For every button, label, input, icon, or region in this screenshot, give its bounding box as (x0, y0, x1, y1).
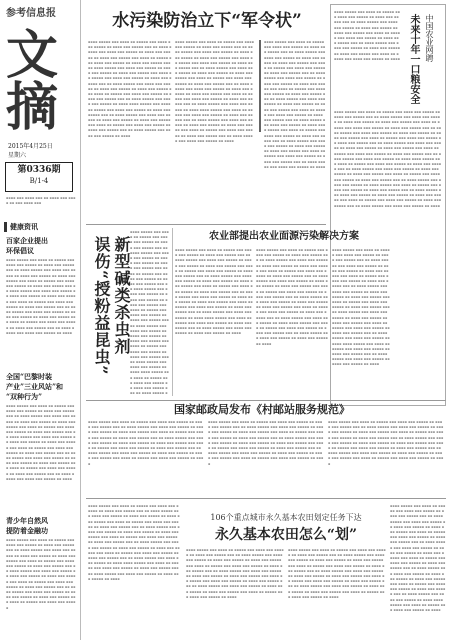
pull-bar (259, 40, 261, 132)
sidebar-article-3 (6, 516, 76, 636)
article-body: ▪▪▪▪ ▪▪▪▪▪ ▪▪▪ ▪▪▪▪ ▪▪ ▪▪▪▪▪ ▪▪▪ ▪▪▪▪ ▪▪▪ ▪▪▪▪▪ ▪▪ ▪▪▪▪ ▪▪▪ ▪▪▪▪▪ ▪▪▪ ▪▪ ▪▪▪▪ ▪▪▪▪▪ ▪▪▪ ▪▪▪▪ ▪▪▪ ▪▪▪▪▪ ▪▪ ▪▪▪▪ ▪▪▪ ▪▪▪▪▪ ▪▪ ▪▪▪▪ ▪▪▪ ▪▪▪▪▪ ▪▪▪ ▪▪▪▪ ▪▪ ▪▪▪▪▪ ▪▪▪ ▪▪▪▪ ▪▪▪ ▪▪▪▪▪ ▪▪ ▪▪▪▪ ▪▪▪ ▪▪▪▪▪ ▪▪▪ ▪▪ ▪▪▪▪ ▪▪▪▪▪ ▪▪▪ ▪▪▪▪ ▪▪▪ ▪▪▪▪▪ ▪▪ ▪▪▪▪ ▪▪▪ ▪▪▪▪▪ ▪▪ ▪▪▪▪ ▪▪▪ ▪▪▪▪▪ ▪▪▪ ▪▪▪▪ ▪▪ ▪▪▪▪▪ ▪▪▪ ▪▪▪▪ ▪▪▪ ▪▪▪▪▪ ▪▪ ▪▪▪▪ ▪▪▪ ▪▪▪▪▪ ▪▪▪ ▪▪ ▪▪▪▪ ▪▪▪▪▪ ▪▪▪ ▪▪▪▪ ▪▪▪ ▪▪▪▪▪ ▪▪ ▪▪▪▪ ▪▪▪ ▪▪▪▪▪ ▪▪ ▪▪▪▪ ▪▪▪ ▪▪▪▪▪ ▪▪▪ ▪▪▪▪ ▪▪ ▪▪▪▪▪ ▪▪▪ ▪▪▪▪ ▪▪▪ ▪▪▪▪▪ ▪▪ ▪▪▪▪ ▪▪▪ ▪▪▪▪▪ ▪▪▪ ▪▪ ▪▪▪▪ ▪▪▪▪▪ ▪▪▪ ▪▪▪▪ ▪▪▪ ▪▪▪▪▪ ▪▪ ▪▪▪▪ (6, 258, 76, 335)
rule (86, 224, 326, 225)
rule (86, 400, 446, 401)
article-body: ▪▪▪▪ ▪▪▪▪▪ ▪▪▪ ▪▪▪▪ ▪▪ ▪▪▪▪▪ ▪▪▪ ▪▪▪▪ ▪▪▪ ▪▪▪▪▪ ▪▪ ▪▪▪▪ ▪▪▪ ▪▪▪▪▪ ▪▪▪ ▪▪ ▪▪▪▪ ▪▪▪▪▪ ▪▪▪ ▪▪▪▪ ▪▪▪ ▪▪▪▪▪ ▪▪ ▪▪▪▪ ▪▪▪ ▪▪▪▪▪ ▪▪ ▪▪▪▪ ▪▪▪ ▪▪▪▪▪ ▪▪▪ ▪▪▪▪ ▪▪ ▪▪▪▪▪ ▪▪▪ ▪▪▪▪ ▪▪▪ ▪▪▪▪▪ ▪▪ ▪▪▪▪ ▪▪▪ ▪▪▪▪▪ ▪▪▪ ▪▪ ▪▪▪▪ ▪▪▪▪▪ ▪▪▪ ▪▪▪▪ ▪▪▪ ▪▪▪▪▪ ▪▪ ▪▪▪▪ ▪▪▪ ▪▪▪▪▪ ▪▪ ▪▪▪▪ ▪▪▪ ▪▪▪▪▪ ▪▪▪ ▪▪▪▪ ▪▪ ▪▪▪▪▪ ▪▪▪ ▪▪▪▪ ▪▪▪ ▪▪▪▪▪ ▪▪ ▪▪▪▪ ▪▪▪ ▪▪▪▪▪ ▪▪▪ ▪▪ ▪▪▪▪ ▪▪▪▪▪ ▪▪▪ ▪▪▪▪ ▪▪▪ ▪▪▪▪▪ ▪▪ ▪▪▪▪ ▪▪▪ ▪▪▪▪▪ ▪▪ ▪▪▪▪ ▪▪▪ ▪▪▪▪▪ ▪▪▪ ▪▪▪▪ ▪▪ ▪▪▪▪▪ ▪▪▪ ▪▪▪▪ ▪▪▪ ▪▪▪▪▪ ▪▪ ▪▪▪▪ ▪▪▪ ▪▪▪▪▪ ▪▪▪ ▪▪ ▪▪▪▪ ▪▪▪▪▪ ▪▪▪ ▪▪▪▪ ▪▪▪ ▪▪▪▪▪ ▪▪ ▪▪▪▪ ▪▪▪▪ ▪▪▪▪▪ ▪▪▪ ▪▪▪▪ ▪▪ ▪▪▪▪▪ ▪▪▪ ▪▪▪▪ ▪▪▪ ▪▪▪▪▪ ▪▪ ▪▪▪▪ ▪▪▪ ▪▪▪▪▪ ▪▪▪ ▪▪ ▪▪▪▪ ▪▪▪▪▪ ▪▪▪ ▪▪▪▪ ▪▪▪ ▪▪▪▪▪ ▪▪ ▪▪▪▪ ▪▪▪ ▪▪▪▪▪ ▪▪ ▪▪▪▪ ▪▪▪ ▪▪▪▪▪ ▪▪▪ ▪▪▪▪ ▪▪ ▪▪▪▪▪ ▪▪▪ ▪▪▪▪ ▪▪▪ ▪▪▪▪▪ ▪▪ ▪▪▪▪ ▪▪▪ ▪▪▪▪▪ ▪▪▪ ▪▪ ▪▪▪▪ ▪▪▪▪▪ ▪▪▪ ▪▪▪▪ ▪▪▪ ▪▪▪▪▪ ▪▪ ▪▪▪▪ (88, 40, 172, 138)
vertical-heading-1: 中国农业网聘 (425, 14, 434, 62)
sidebar-article-2-headline: 全国“巴黎时装 产业”三业风站”和 “双种行为” (6, 372, 64, 401)
calligraphy-title: 文摘 (6, 25, 57, 138)
article-body: ▪▪▪▪ ▪▪▪▪▪ ▪▪▪ ▪▪▪▪ ▪▪ ▪▪▪▪▪ ▪▪▪ ▪▪▪▪ ▪▪▪ ▪▪▪▪▪ ▪▪ ▪▪▪▪ ▪▪▪ ▪▪▪▪▪ ▪▪▪ ▪▪ ▪▪▪▪ ▪▪▪▪▪ ▪▪▪ ▪▪▪▪ ▪▪▪ ▪▪▪▪▪ ▪▪ ▪▪▪▪ ▪▪▪ ▪▪▪▪▪ ▪▪ ▪▪▪▪ ▪▪▪ ▪▪▪▪▪ ▪▪▪ ▪▪▪▪ ▪▪ ▪▪▪▪▪ ▪▪▪ ▪▪▪▪ ▪▪▪ ▪▪▪▪▪ ▪▪ ▪▪▪▪ ▪▪▪ ▪▪▪▪▪ ▪▪▪ ▪▪ ▪▪▪▪ ▪▪▪▪▪ ▪▪▪ ▪▪▪▪ ▪▪▪ ▪▪▪▪▪ ▪▪ ▪▪▪▪ ▪▪▪ ▪▪▪▪▪ ▪▪ ▪▪▪▪ ▪▪▪ ▪▪▪▪▪ ▪▪▪ ▪▪▪▪ ▪▪ ▪▪▪▪▪ ▪▪▪ ▪▪▪▪ ▪▪▪ ▪▪▪▪▪ ▪▪ ▪▪▪▪ ▪▪▪ ▪▪▪▪▪ ▪▪▪ ▪▪ ▪▪▪▪ ▪▪▪▪▪ ▪▪▪ ▪▪▪▪ ▪▪▪ ▪▪▪▪▪ ▪▪ ▪▪▪▪ ▪▪▪ ▪▪▪▪▪ ▪▪ ▪▪▪▪ ▪▪▪ ▪▪▪▪▪ ▪▪▪ ▪▪▪▪ ▪▪ ▪▪▪▪▪ ▪▪▪ ▪▪▪▪ ▪▪▪ ▪▪▪▪▪ ▪▪ ▪▪▪▪ ▪▪▪ ▪▪▪▪▪ ▪▪▪ ▪▪ ▪▪▪▪ ▪▪▪▪▪ ▪▪▪ ▪▪▪▪ ▪▪▪ ▪▪▪▪▪ ▪▪ ▪▪▪▪ ▪▪▪▪ ▪▪▪▪▪ ▪▪▪ ▪▪▪▪ ▪▪ ▪▪▪▪▪ ▪▪▪ ▪▪▪▪ ▪▪▪ ▪▪▪▪▪ ▪▪ ▪▪▪▪ ▪▪▪ ▪▪▪▪▪ ▪▪▪ ▪▪ ▪▪▪▪ ▪▪▪▪▪ ▪▪▪ ▪▪▪▪ ▪▪▪ ▪▪▪▪▪ ▪▪ ▪▪▪▪ ▪▪▪ ▪▪▪▪▪ ▪▪ ▪▪▪▪ (256, 248, 328, 346)
headline-farmland: 永久基本农田怎么“划” (214, 527, 358, 543)
headline-postal: 国家邮政局发布《村邮站服务规范》 (174, 403, 350, 416)
issue-pages: B/1-4 (29, 177, 49, 185)
article-body: ▪▪▪▪ ▪▪▪▪▪ ▪▪▪ ▪▪▪▪ ▪▪ ▪▪▪▪▪ ▪▪▪ ▪▪▪▪ ▪▪▪ ▪▪▪▪▪ ▪▪ ▪▪▪▪ ▪▪▪ ▪▪▪▪▪ ▪▪▪ ▪▪ ▪▪▪▪ ▪▪▪▪▪ ▪▪▪ ▪▪▪▪ ▪▪▪ ▪▪▪▪▪ ▪▪ ▪▪▪▪ ▪▪▪ ▪▪▪▪▪ ▪▪ ▪▪▪▪ ▪▪▪ ▪▪▪▪▪ ▪▪▪ ▪▪▪▪ ▪▪ ▪▪▪▪▪ ▪▪▪ ▪▪▪▪ ▪▪▪ ▪▪▪▪▪ ▪▪ ▪▪▪▪ ▪▪▪ ▪▪▪▪▪ ▪▪▪ ▪▪ ▪▪▪▪ ▪▪▪▪▪ ▪▪▪ ▪▪▪▪ ▪▪▪ ▪▪▪▪▪ ▪▪ ▪▪▪▪ ▪▪▪ ▪▪▪▪▪ ▪▪ ▪▪▪▪ ▪▪▪ ▪▪▪▪▪ ▪▪▪ ▪▪▪▪ ▪▪ ▪▪▪▪▪ ▪▪▪ ▪▪▪▪ ▪▪▪ ▪▪▪▪▪ ▪▪ ▪▪▪▪ ▪▪▪ ▪▪▪▪▪ ▪▪▪ ▪▪ ▪▪▪▪ ▪▪▪▪▪ ▪▪▪ ▪▪▪▪ ▪▪▪ ▪▪▪▪▪ ▪▪ ▪▪▪▪ ▪▪▪ ▪▪▪▪▪ ▪▪ ▪▪▪▪ ▪▪▪ ▪▪▪▪▪ ▪▪▪ ▪▪▪▪ ▪▪ ▪▪▪▪▪ ▪▪▪ ▪▪▪▪ ▪▪▪ ▪▪▪▪▪ ▪▪ ▪▪▪▪ ▪▪▪ ▪▪▪▪▪ ▪▪▪ ▪▪ ▪▪▪▪ ▪▪▪▪▪ ▪▪▪ ▪▪▪▪ ▪▪▪ ▪▪▪▪▪ ▪▪ ▪▪▪▪ ▪▪▪▪ ▪▪▪▪▪ ▪▪▪ ▪▪▪▪ ▪▪ ▪▪▪▪▪ ▪▪▪ ▪▪▪▪ ▪▪▪ ▪▪▪▪▪ ▪▪ ▪▪▪▪ ▪▪▪ ▪▪▪▪▪ ▪▪▪ ▪▪ ▪▪▪▪ ▪▪▪▪▪ ▪▪▪ ▪▪▪▪ ▪▪▪ ▪▪▪▪▪ ▪▪ ▪▪▪▪ ▪▪▪ ▪▪▪▪▪ ▪▪ ▪▪▪▪ (175, 248, 253, 336)
vertical-heading-3: 新型碱类杀虫剂 (112, 236, 131, 355)
vertical-heading-2: 未来十年一口粮安全 (408, 14, 419, 104)
issue-number: 第0336期 (17, 165, 61, 175)
date-text: 2015年4月25日 (8, 143, 53, 150)
headline-water-pollution: 水污染防治立下“军令状” (112, 11, 302, 31)
article-body: ▪▪▪▪ ▪▪▪▪▪ ▪▪▪ ▪▪▪▪ ▪▪ ▪▪▪▪▪ ▪▪▪ ▪▪▪▪ ▪▪▪ ▪▪▪▪▪ ▪▪ ▪▪▪▪ ▪▪▪ ▪▪▪▪▪ ▪▪▪ ▪▪ ▪▪▪▪ ▪▪▪▪▪ ▪▪▪ ▪▪▪▪ ▪▪▪ ▪▪▪▪▪ ▪▪ ▪▪▪▪ ▪▪▪ ▪▪▪▪▪ ▪▪ ▪▪▪▪ ▪▪▪ ▪▪▪▪▪ ▪▪▪ ▪▪▪▪ ▪▪ ▪▪▪▪▪ ▪▪▪ ▪▪▪▪ ▪▪▪ ▪▪▪▪▪ ▪▪ ▪▪▪▪ ▪▪▪ ▪▪▪▪▪ ▪▪▪ ▪▪ ▪▪▪▪ ▪▪▪▪▪ ▪▪▪ ▪▪▪▪ ▪▪▪ ▪▪▪▪▪ ▪▪ ▪▪▪▪ ▪▪▪ ▪▪▪▪▪ ▪▪ ▪▪▪▪ ▪▪▪ ▪▪▪▪▪ ▪▪▪ ▪▪▪▪ ▪▪ ▪▪▪▪▪ ▪▪▪ ▪▪▪▪ ▪▪▪ ▪▪▪▪▪ ▪▪ ▪▪▪▪ ▪▪▪ ▪▪▪▪▪ ▪▪▪ ▪▪ ▪▪▪▪ ▪▪▪▪▪ ▪▪▪ ▪▪▪▪ ▪▪▪ ▪▪▪▪▪ ▪▪ ▪▪▪▪ ▪▪▪ ▪▪▪▪▪ ▪▪ ▪▪▪▪ ▪▪▪ ▪▪▪▪▪ ▪▪▪ ▪▪▪▪ ▪▪ ▪▪▪▪▪ ▪▪▪ ▪▪▪▪ ▪▪▪ ▪▪▪▪▪ ▪▪ ▪▪▪▪ (288, 548, 386, 599)
article-body: ▪▪▪▪ ▪▪▪▪▪ ▪▪▪ ▪▪▪▪ ▪▪ ▪▪▪▪▪ ▪▪▪ ▪▪▪▪ ▪▪▪ ▪▪▪▪▪ ▪▪ ▪▪▪▪ ▪▪▪ ▪▪▪▪▪ ▪▪▪ ▪▪ ▪▪▪▪ ▪▪▪▪▪ ▪▪▪ ▪▪▪▪ ▪▪▪ ▪▪▪▪▪ ▪▪ ▪▪▪▪ ▪▪▪ ▪▪▪▪▪ ▪▪ ▪▪▪▪ ▪▪▪ ▪▪▪▪▪ ▪▪▪ ▪▪▪▪ ▪▪ ▪▪▪▪▪ ▪▪▪ ▪▪▪▪ ▪▪▪ ▪▪▪▪▪ ▪▪ ▪▪▪▪ ▪▪▪ ▪▪▪▪▪ ▪▪▪ ▪▪ ▪▪▪▪ ▪▪▪▪▪ ▪▪▪ ▪▪▪▪ ▪▪▪ ▪▪▪▪▪ ▪▪ ▪▪▪▪ ▪▪▪ ▪▪▪▪▪ ▪▪ ▪▪▪▪ ▪▪▪ ▪▪▪▪▪ ▪▪▪ ▪▪▪▪ ▪▪ ▪▪▪▪▪ ▪▪▪ ▪▪▪▪ ▪▪▪ ▪▪▪▪▪ ▪▪ ▪▪▪▪ ▪▪▪ ▪▪▪▪▪ ▪▪▪ ▪▪ ▪▪▪▪ ▪▪▪▪▪ ▪▪▪ ▪▪▪▪ ▪▪▪ ▪▪▪▪▪ ▪▪ ▪▪▪▪ ▪▪▪ ▪▪▪▪▪ ▪▪ ▪▪▪▪ ▪▪▪ ▪▪▪▪▪ ▪▪▪ ▪▪▪▪ ▪▪ ▪▪▪▪▪ ▪▪▪ ▪▪▪▪ ▪▪▪ ▪▪▪▪▪ ▪▪ ▪▪▪▪ ▪▪▪ ▪▪▪▪▪ ▪▪▪ ▪▪ ▪▪▪▪ ▪▪▪▪▪ ▪▪▪ ▪▪▪▪ ▪▪▪ ▪▪▪▪▪ ▪▪ ▪▪▪▪ ▪▪▪▪ ▪▪▪▪▪ ▪▪▪ ▪▪▪▪ ▪▪ ▪▪▪▪▪ ▪▪▪ ▪▪▪▪ ▪▪▪ ▪▪▪▪▪ ▪▪ ▪▪▪▪ ▪▪▪ ▪▪▪▪▪ ▪▪▪ ▪▪ ▪▪▪▪ ▪▪▪▪▪ ▪▪▪ ▪▪▪▪ ▪▪▪ ▪▪▪▪▪ ▪▪ ▪▪▪▪ ▪▪▪ ▪▪▪▪▪ ▪▪ ▪▪▪▪ ▪▪▪ ▪▪▪▪▪ ▪▪▪ ▪▪▪▪ ▪▪ ▪▪▪▪▪ ▪▪▪ ▪▪▪▪ ▪▪▪ ▪▪▪▪▪ ▪▪ ▪▪▪▪ ▪▪▪ ▪▪▪▪▪ ▪▪▪ ▪▪ ▪▪▪▪ ▪▪▪▪▪ ▪▪▪ ▪▪▪▪ ▪▪▪ ▪▪▪▪▪ ▪▪ ▪▪▪▪ ▪▪▪▪▪ ▪▪▪ ▪▪▪▪ ▪▪ ▪▪▪▪▪ ▪▪▪ ▪▪▪▪ ▪▪▪ ▪▪▪▪▪ ▪▪ ▪▪▪▪ ▪▪▪ ▪▪▪▪▪ ▪▪▪ ▪▪ ▪▪▪▪ ▪▪▪▪▪ ▪▪▪ ▪▪▪▪ ▪▪▪ ▪▪▪▪▪ ▪▪ ▪▪▪▪ ▪▪▪ ▪▪▪▪▪ ▪▪ ▪▪▪▪ ▪▪▪ ▪▪▪▪▪ ▪▪▪ ▪▪▪▪ ▪▪ ▪▪▪▪▪ ▪▪▪ ▪▪▪▪ ▪▪▪ ▪▪▪▪▪ ▪▪ ▪▪▪▪ ▪▪▪ ▪▪▪▪▪ ▪▪▪ ▪▪ ▪▪▪▪ ▪▪▪▪▪ ▪▪▪ ▪▪▪▪ ▪▪▪ ▪▪▪▪▪ ▪▪ ▪▪▪▪ (334, 110, 442, 208)
article-body: ▪▪▪▪ ▪▪▪▪▪ ▪▪▪ ▪▪▪▪ ▪▪ ▪▪▪▪▪ ▪▪▪ ▪▪▪▪ ▪▪▪ ▪▪▪▪▪ ▪▪ ▪▪▪▪ ▪▪▪ ▪▪▪▪▪ ▪▪▪ ▪▪ ▪▪▪▪ ▪▪▪▪▪ ▪▪▪ ▪▪▪▪ ▪▪▪ ▪▪▪▪▪ ▪▪ ▪▪▪▪ ▪▪▪ ▪▪▪▪▪ ▪▪ ▪▪▪▪ ▪▪▪ ▪▪▪▪▪ ▪▪▪ ▪▪▪▪ ▪▪ ▪▪▪▪▪ ▪▪▪ ▪▪▪▪ ▪▪▪ ▪▪▪▪▪ ▪▪ ▪▪▪▪ ▪▪▪ ▪▪▪▪▪ ▪▪▪ ▪▪ ▪▪▪▪ ▪▪▪▪▪ ▪▪▪ ▪▪▪▪ ▪▪▪ ▪▪▪▪▪ ▪▪ ▪▪▪▪ ▪▪▪ ▪▪▪▪▪ ▪▪ ▪▪▪▪ ▪▪▪ ▪▪▪▪▪ ▪▪▪ ▪▪▪▪ ▪▪ ▪▪▪▪▪ ▪▪▪ ▪▪▪▪ ▪▪▪ ▪▪▪▪▪ ▪▪ ▪▪▪▪ (334, 10, 400, 61)
headline-agriculture: 农业部提出农业面源污染解决方案 (209, 231, 359, 242)
rule (86, 498, 446, 499)
sidebar-article-2 (6, 372, 76, 514)
article-body: ▪▪▪▪ ▪▪▪▪▪ ▪▪▪ ▪▪▪▪ ▪▪ ▪▪▪▪▪ ▪▪▪ ▪▪▪▪ ▪▪▪ ▪▪▪▪▪ ▪▪ ▪▪▪▪ ▪▪▪ ▪▪▪▪▪ ▪▪▪ ▪▪ ▪▪▪▪ ▪▪▪▪▪ ▪▪▪ ▪▪▪▪ ▪▪▪ ▪▪▪▪▪ ▪▪ ▪▪▪▪ ▪▪▪ ▪▪▪▪▪ ▪▪ ▪▪▪▪ ▪▪▪ ▪▪▪▪▪ ▪▪▪ ▪▪▪▪ ▪▪ ▪▪▪▪▪ ▪▪▪ ▪▪▪▪ ▪▪▪ ▪▪▪▪▪ ▪▪ ▪▪▪▪ ▪▪▪ ▪▪▪▪▪ ▪▪▪ ▪▪ ▪▪▪▪ ▪▪▪▪▪ ▪▪▪ ▪▪▪▪ ▪▪▪ ▪▪▪▪▪ ▪▪ ▪▪▪▪ ▪▪▪ ▪▪▪▪▪ ▪▪ ▪▪▪▪ ▪▪▪ ▪▪▪▪▪ ▪▪▪ ▪▪▪▪ ▪▪ ▪▪▪▪▪ ▪▪▪ ▪▪▪▪ ▪▪▪ ▪▪▪▪▪ ▪▪ ▪▪▪▪ ▪▪▪ ▪▪▪▪▪ ▪▪▪ ▪▪ ▪▪▪▪ ▪▪▪▪▪ ▪▪▪ ▪▪▪▪ ▪▪▪ ▪▪▪▪▪ ▪▪ ▪▪▪▪ ▪▪▪ ▪▪▪▪▪ ▪▪ ▪▪▪▪ ▪▪▪ ▪▪▪▪▪ ▪▪▪ ▪▪▪▪ ▪▪ ▪▪▪▪▪ ▪▪▪ ▪▪▪▪ ▪▪▪ ▪▪▪▪▪ ▪▪ ▪▪▪▪ (208, 420, 324, 466)
article-body: ▪▪▪▪ ▪▪▪▪▪ ▪▪▪ ▪▪▪▪ ▪▪ ▪▪▪▪▪ ▪▪▪ ▪▪▪▪ ▪▪▪ ▪▪▪▪▪ ▪▪ ▪▪▪▪ ▪▪▪ ▪▪▪▪▪ ▪▪▪ ▪▪ ▪▪▪▪ ▪▪▪▪▪ ▪▪▪ ▪▪▪▪ ▪▪▪ ▪▪▪▪▪ ▪▪ ▪▪▪▪ ▪▪▪ ▪▪▪▪▪ ▪▪ ▪▪▪▪ ▪▪▪ ▪▪▪▪▪ ▪▪▪ ▪▪▪▪ ▪▪ ▪▪▪▪▪ ▪▪▪ ▪▪▪▪ ▪▪▪ ▪▪▪▪▪ ▪▪ ▪▪▪▪ ▪▪▪ ▪▪▪▪▪ ▪▪▪ ▪▪ ▪▪▪▪ ▪▪▪▪▪ ▪▪▪ ▪▪▪▪ ▪▪▪ ▪▪▪▪▪ ▪▪ ▪▪▪▪ ▪▪▪ ▪▪▪▪▪ ▪▪ ▪▪▪▪ ▪▪▪ ▪▪▪▪▪ ▪▪▪ ▪▪▪▪ ▪▪ ▪▪▪▪▪ ▪▪▪ ▪▪▪▪ ▪▪▪ ▪▪▪▪▪ ▪▪ ▪▪▪▪ ▪▪▪ ▪▪▪▪▪ ▪▪▪ ▪▪ ▪▪▪▪ ▪▪▪▪▪ ▪▪▪ ▪▪▪▪ ▪▪▪ ▪▪▪▪▪ ▪▪ ▪▪▪▪ ▪▪▪ ▪▪▪▪▪ ▪▪ ▪▪▪▪ ▪▪▪ ▪▪▪▪▪ ▪▪▪ ▪▪▪▪ ▪▪ ▪▪▪▪▪ ▪▪▪ ▪▪▪▪ ▪▪▪ ▪▪▪▪▪ ▪▪ ▪▪▪▪ (328, 420, 444, 466)
article-body: ▪▪▪▪ ▪▪▪▪▪ ▪▪▪ ▪▪▪▪ ▪▪ ▪▪▪▪▪ ▪▪▪ ▪▪▪▪ ▪▪▪ ▪▪▪▪▪ ▪▪ ▪▪▪▪ ▪▪▪ ▪▪▪▪▪ ▪▪▪ ▪▪ ▪▪▪▪ ▪▪▪▪▪ ▪▪▪ ▪▪▪▪ ▪▪▪ ▪▪▪▪▪ ▪▪ ▪▪▪▪ ▪▪▪ ▪▪▪▪▪ ▪▪ ▪▪▪▪ ▪▪▪ ▪▪▪▪▪ ▪▪▪ ▪▪▪▪ ▪▪ ▪▪▪▪▪ ▪▪▪ ▪▪▪▪ ▪▪▪ ▪▪▪▪▪ ▪▪ ▪▪▪▪ ▪▪▪ ▪▪▪▪▪ ▪▪▪ ▪▪ ▪▪▪▪ ▪▪▪▪▪ ▪▪▪ ▪▪▪▪ ▪▪▪ ▪▪▪▪▪ ▪▪ ▪▪▪▪ ▪▪▪ ▪▪▪▪▪ ▪▪ ▪▪▪▪ ▪▪▪ ▪▪▪▪▪ ▪▪▪ ▪▪▪▪ ▪▪ ▪▪▪▪▪ ▪▪▪ ▪▪▪▪ ▪▪▪ ▪▪▪▪▪ ▪▪ ▪▪▪▪ ▪▪▪ ▪▪▪▪▪ ▪▪▪ ▪▪ ▪▪▪▪ ▪▪▪▪▪ ▪▪▪ ▪▪▪▪ ▪▪▪ ▪▪▪▪▪ ▪▪ ▪▪▪▪ ▪▪▪ ▪▪▪▪▪ ▪▪ ▪▪▪▪ ▪▪▪ ▪▪▪▪▪ ▪▪▪ ▪▪▪▪ ▪▪ ▪▪▪▪▪ ▪▪▪ ▪▪▪▪ ▪▪▪ ▪▪▪▪▪ ▪▪ ▪▪▪▪ ▪▪▪ ▪▪▪▪▪ ▪▪▪ ▪▪ ▪▪▪▪ ▪▪▪▪▪ ▪▪▪ ▪▪▪▪ ▪▪▪ ▪▪▪▪▪ ▪▪ ▪▪▪▪ ▪▪▪▪ ▪▪▪▪▪ ▪▪▪ ▪▪▪▪ ▪▪ ▪▪▪▪▪ ▪▪▪ ▪▪▪▪ ▪▪▪ ▪▪▪▪▪ ▪▪ ▪▪▪▪ (390, 504, 446, 613)
column-rule (172, 228, 173, 396)
sidebar-article-1-headline: 百家企业提出 环保倡议 (6, 236, 48, 255)
subheadline-farmland: 106个重点城市永久基本农田划定任务下达 (210, 513, 362, 522)
article-body: ▪▪▪▪ ▪▪▪▪▪ ▪▪▪ ▪▪▪▪ ▪▪ ▪▪▪▪▪ ▪▪▪ ▪▪▪▪ ▪▪▪ ▪▪▪▪▪ ▪▪ ▪▪▪▪ ▪▪▪ ▪▪▪▪▪ ▪▪▪ ▪▪ ▪▪▪▪ ▪▪▪▪▪ ▪▪▪ ▪▪▪▪ ▪▪▪ ▪▪▪▪▪ ▪▪ ▪▪▪▪ ▪▪▪ ▪▪▪▪▪ ▪▪ ▪▪▪▪ ▪▪▪ ▪▪▪▪▪ ▪▪▪ ▪▪▪▪ ▪▪ ▪▪▪▪▪ ▪▪▪ ▪▪▪▪ ▪▪▪ ▪▪▪▪▪ ▪▪ ▪▪▪▪ ▪▪▪ ▪▪▪▪▪ ▪▪▪ ▪▪ ▪▪▪▪ ▪▪▪▪▪ ▪▪▪ ▪▪▪▪ ▪▪▪ ▪▪▪▪▪ ▪▪ ▪▪▪▪ ▪▪▪ ▪▪▪▪▪ ▪▪ ▪▪▪▪ ▪▪▪ ▪▪▪▪▪ ▪▪▪ ▪▪▪▪ ▪▪ ▪▪▪▪▪ ▪▪▪ ▪▪▪▪ ▪▪▪ ▪▪▪▪▪ ▪▪ ▪▪▪▪ ▪▪▪ ▪▪▪▪▪ ▪▪▪ ▪▪ ▪▪▪▪ ▪▪▪▪▪ ▪▪▪ ▪▪▪▪ ▪▪▪ ▪▪▪▪▪ ▪▪ ▪▪▪▪ ▪▪▪ ▪▪▪▪▪ ▪▪ ▪▪▪▪ ▪▪▪ ▪▪▪▪▪ ▪▪▪ ▪▪▪▪ ▪▪ ▪▪▪▪▪ ▪▪▪ ▪▪▪▪ ▪▪▪ ▪▪▪▪▪ ▪▪ ▪▪▪▪ ▪▪▪ ▪▪▪▪▪ ▪▪▪ ▪▪ ▪▪▪▪ ▪▪▪▪▪ ▪▪▪ ▪▪▪▪ ▪▪▪ ▪▪▪▪▪ ▪▪ ▪▪▪▪ ▪▪▪▪ ▪▪▪▪▪ ▪▪▪ ▪▪▪▪ ▪▪ ▪▪▪▪▪ ▪▪▪ ▪▪▪▪ ▪▪▪ ▪▪▪▪▪ ▪▪ ▪▪▪▪ ▪▪▪ ▪▪▪▪▪ ▪▪▪ ▪▪ ▪▪▪▪ ▪▪▪▪▪ ▪ (130, 230, 169, 396)
weekday-text: 星期六 (8, 152, 27, 159)
sidebar-article-1 (6, 236, 76, 366)
article-body: ▪▪▪▪ ▪▪▪▪▪ ▪▪▪ ▪▪▪▪ ▪▪ ▪▪▪▪▪ ▪▪▪ ▪▪▪▪ ▪▪▪ ▪▪▪▪▪ ▪▪ ▪▪▪▪ ▪▪▪ ▪▪▪▪▪ ▪▪▪ ▪▪ ▪▪▪▪ ▪▪▪▪▪ ▪▪▪ ▪▪▪▪ ▪▪▪ ▪▪▪▪▪ ▪▪ ▪▪▪▪ ▪▪▪ ▪▪▪▪▪ ▪▪ ▪▪▪▪ ▪▪▪ ▪▪▪▪▪ ▪▪▪ ▪▪▪▪ ▪▪ ▪▪▪▪▪ ▪▪▪ ▪▪▪▪ ▪▪▪ ▪▪▪▪▪ ▪▪ ▪▪▪▪ ▪▪▪ ▪▪▪▪▪ ▪▪▪ ▪▪ ▪▪▪▪ ▪▪▪▪▪ ▪▪▪ ▪▪▪▪ ▪▪▪ ▪▪▪▪▪ ▪▪ ▪▪▪▪ ▪▪▪ ▪▪▪▪▪ ▪▪ ▪▪▪▪ ▪▪▪ ▪▪▪▪▪ ▪▪▪ ▪▪▪▪ ▪▪ ▪▪▪▪▪ ▪▪▪ ▪▪▪▪ ▪▪▪ ▪▪▪▪▪ ▪▪ ▪▪▪▪ ▪▪▪ ▪▪▪▪▪ ▪▪▪ ▪▪ ▪▪▪▪ ▪▪▪▪▪ ▪▪▪ ▪▪▪▪ ▪▪▪ ▪▪▪▪▪ ▪▪ ▪▪▪▪ ▪▪▪ ▪▪▪▪▪ ▪▪ ▪▪▪▪ ▪▪▪ ▪▪▪▪▪ ▪▪▪ ▪▪▪▪ ▪▪ ▪▪▪▪▪ ▪▪▪ ▪▪▪▪ ▪▪▪ ▪▪▪▪▪ ▪▪ ▪▪▪▪ ▪▪▪ ▪▪▪▪▪ ▪▪▪ ▪▪ ▪▪▪▪ ▪▪▪▪▪ ▪▪▪ ▪▪▪▪ ▪▪▪ ▪▪▪▪▪ ▪▪ ▪▪▪▪ ▪▪▪▪ ▪▪▪▪▪ ▪▪▪ ▪▪▪▪ ▪▪ ▪▪▪▪▪ ▪▪▪ ▪▪▪▪ ▪▪▪ ▪▪▪▪▪ ▪▪ ▪▪▪▪ ▪▪▪ ▪▪▪▪▪ ▪▪▪ ▪▪ ▪▪▪▪ ▪▪▪▪▪ ▪▪▪ ▪▪▪▪ ▪▪▪ ▪▪▪▪▪ ▪▪ ▪▪▪▪ ▪▪▪ ▪▪▪▪▪ ▪▪ ▪▪▪▪ (88, 504, 180, 581)
vertical-heading-4: 误伤“授粉益昆虫” (92, 236, 111, 376)
article-body: ▪▪▪▪ ▪▪▪▪▪ ▪▪▪ ▪▪▪▪ ▪▪ ▪▪▪▪▪ ▪▪▪ ▪▪▪▪ ▪▪▪ ▪▪▪▪▪ ▪▪ ▪▪▪▪ ▪▪▪ ▪▪▪▪▪ ▪▪▪ ▪▪ ▪▪▪▪ ▪▪▪▪▪ ▪▪▪ ▪▪▪▪ ▪▪▪ ▪▪▪▪▪ ▪▪ ▪▪▪▪ ▪▪▪ ▪▪▪▪▪ ▪▪ ▪▪▪▪ ▪▪▪ ▪▪▪▪▪ ▪▪▪ ▪▪▪▪ ▪▪ ▪▪▪▪▪ ▪▪▪ ▪▪▪▪ ▪▪▪ ▪▪▪▪▪ ▪▪ ▪▪▪▪ ▪▪▪ ▪▪▪▪▪ ▪▪▪ ▪▪ ▪▪▪▪ ▪▪▪▪▪ ▪▪▪ ▪▪▪▪ ▪▪▪ ▪▪▪▪▪ ▪▪ ▪▪▪▪ ▪▪▪ ▪▪▪▪▪ ▪▪ ▪▪▪▪ ▪▪▪ ▪▪▪▪▪ ▪▪▪ ▪▪▪▪ ▪▪ ▪▪▪▪▪ ▪▪▪ ▪▪▪▪ ▪▪▪ ▪▪▪▪▪ ▪▪ ▪▪▪▪ ▪▪▪ ▪▪▪▪▪ ▪▪▪ ▪▪ ▪▪▪▪ ▪▪▪▪▪ ▪▪▪ ▪▪▪▪ ▪▪▪ ▪▪▪▪▪ ▪▪ ▪▪▪▪ ▪▪▪ ▪▪▪▪▪ ▪▪ ▪▪▪▪ ▪▪▪ ▪▪▪▪▪ ▪▪▪ ▪▪▪▪ ▪▪ ▪▪▪▪▪ ▪▪▪ ▪▪▪▪ ▪▪▪ ▪▪▪▪▪ (6, 538, 76, 610)
issue-number-box (5, 162, 73, 192)
article-body: ▪▪▪▪ ▪▪▪▪▪ ▪▪▪ ▪▪▪▪ ▪▪ ▪▪▪▪▪ ▪▪▪ ▪▪▪▪ ▪▪▪ ▪▪▪▪▪ ▪▪ ▪▪▪▪ ▪▪▪ ▪▪▪▪▪ ▪▪▪ ▪▪ ▪▪▪▪ ▪▪▪▪▪ ▪▪▪ ▪▪▪▪ ▪▪▪ ▪▪▪▪▪ ▪▪ ▪▪▪▪ ▪▪▪ ▪▪▪▪▪ ▪▪ ▪▪▪▪ ▪▪▪ ▪▪▪▪▪ ▪▪▪ ▪▪▪▪ ▪▪ ▪▪▪▪▪ ▪▪▪ ▪▪▪▪ ▪▪▪ ▪▪▪▪▪ ▪▪ ▪▪▪▪ ▪▪▪ ▪▪▪▪▪ ▪▪▪ ▪▪ ▪▪▪▪ ▪▪▪▪▪ ▪▪▪ ▪▪▪▪ ▪▪▪ ▪▪▪▪▪ ▪▪ ▪▪▪▪ ▪▪▪ ▪▪▪▪▪ ▪▪ ▪▪▪▪ ▪▪▪ ▪▪▪▪▪ ▪▪▪ ▪▪▪▪ ▪▪ ▪▪▪▪▪ ▪▪▪ ▪▪▪▪ ▪▪▪ ▪▪▪▪▪ ▪▪ ▪▪▪▪ ▪▪▪ ▪▪▪▪▪ ▪▪▪ ▪▪ ▪▪▪▪ ▪▪▪▪▪ ▪▪▪ ▪▪▪▪ ▪▪▪ ▪▪▪▪▪ ▪▪ ▪▪▪▪ ▪▪▪ ▪▪▪▪▪ ▪▪ ▪▪▪▪ ▪▪▪ ▪▪▪▪▪ ▪▪▪ ▪▪▪▪ ▪▪ ▪▪▪▪▪ ▪▪▪ ▪▪▪▪ ▪▪▪ ▪▪▪▪▪ ▪▪ ▪▪▪▪ (186, 548, 284, 599)
article-body: ▪▪▪▪ ▪▪▪▪▪ ▪▪▪ ▪▪▪▪ ▪▪ ▪▪▪▪▪ ▪▪▪ ▪▪▪▪ ▪▪▪ ▪▪▪▪▪ ▪▪ ▪▪▪▪ ▪▪▪ ▪▪▪▪▪ ▪▪▪ ▪▪ ▪▪▪▪ ▪▪▪▪▪ ▪▪▪ ▪▪▪▪ ▪▪▪ ▪▪▪▪▪ ▪▪ ▪▪▪▪ ▪▪▪ ▪▪▪▪▪ ▪▪ ▪▪▪▪ ▪▪▪ ▪▪▪▪▪ ▪▪▪ ▪▪▪▪ ▪▪ ▪▪▪▪▪ ▪▪▪ ▪▪▪▪ ▪▪▪ ▪▪▪▪▪ ▪▪ ▪▪▪▪ ▪▪▪ ▪▪▪▪▪ ▪▪▪ ▪▪ ▪▪▪▪ ▪▪▪▪▪ ▪▪▪ ▪▪▪▪ ▪▪▪ ▪▪▪▪▪ ▪▪ ▪▪▪▪ ▪▪▪ ▪▪▪▪▪ ▪▪ ▪▪▪▪ ▪▪▪ ▪▪▪▪▪ ▪▪▪ ▪▪▪▪ ▪▪ ▪▪▪▪▪ ▪▪▪ ▪▪▪▪ ▪▪▪ ▪▪▪▪▪ ▪▪ ▪▪▪▪ ▪▪▪ ▪▪▪▪▪ ▪▪▪ ▪▪ ▪▪▪▪ ▪▪▪▪▪ ▪▪▪ ▪▪▪▪ ▪▪▪ ▪▪▪▪▪ ▪▪ ▪▪▪▪ ▪▪▪ ▪▪▪▪▪ ▪▪ ▪▪▪▪ ▪▪▪ ▪▪▪▪▪ ▪▪▪ ▪▪▪▪ ▪▪ ▪▪▪▪▪ ▪▪▪ ▪▪▪▪ ▪▪▪ ▪▪▪▪▪ ▪▪ ▪▪▪▪ ▪▪▪ ▪▪▪▪▪ ▪▪▪ ▪▪ ▪▪▪▪ ▪▪▪▪▪ ▪▪▪ ▪▪▪▪ ▪▪▪ ▪▪▪▪▪ ▪▪ ▪▪▪▪ ▪▪▪▪ ▪▪▪▪▪ ▪▪▪ ▪▪▪▪ ▪▪ ▪▪▪▪▪ ▪▪▪ ▪▪▪▪ ▪▪▪ ▪▪▪▪▪ ▪▪ ▪▪▪▪ ▪▪▪ ▪▪▪▪▪ ▪▪▪ ▪▪ ▪▪▪▪ ▪▪▪▪▪ ▪▪▪ ▪▪▪▪ ▪▪▪ ▪▪▪▪▪ ▪▪ ▪▪▪▪ ▪▪▪ ▪▪▪▪▪ ▪▪ ▪▪▪▪ ▪▪▪ ▪▪▪▪▪ ▪▪▪ ▪▪▪▪ ▪▪ ▪▪▪▪▪ ▪▪▪ ▪▪▪▪ ▪▪▪ ▪▪▪▪▪ ▪▪ ▪▪▪▪ ▪▪▪ ▪▪▪▪▪ ▪▪▪ ▪▪ ▪▪▪▪ ▪▪▪▪▪ ▪▪▪ ▪▪▪▪ ▪▪▪ ▪▪▪▪▪ ▪▪ ▪▪▪▪ (175, 40, 254, 143)
article-body: ▪▪▪▪ ▪▪▪▪▪ ▪▪▪ ▪▪▪▪ ▪▪ ▪▪▪▪▪ ▪▪▪ ▪▪▪▪ ▪▪▪ ▪▪▪▪▪ ▪▪ ▪▪▪▪ ▪▪▪ ▪▪▪▪▪ ▪▪▪ ▪▪ ▪▪▪▪ ▪▪▪▪▪ ▪▪▪ ▪▪▪▪ ▪▪▪ ▪▪▪▪▪ ▪▪ ▪▪▪▪ ▪▪▪ ▪▪▪▪▪ ▪▪ ▪▪▪▪ ▪▪▪ ▪▪▪▪▪ ▪▪▪ ▪▪▪▪ ▪▪ ▪▪▪▪▪ ▪▪▪ ▪▪▪▪ ▪▪▪ ▪▪▪▪▪ ▪▪ ▪▪▪▪ ▪▪▪ ▪▪▪▪▪ ▪▪▪ ▪▪ ▪▪▪▪ ▪▪▪▪▪ ▪▪▪ ▪▪▪▪ ▪▪▪ ▪▪▪▪▪ ▪▪ ▪▪▪▪ ▪▪▪ ▪▪▪▪▪ ▪▪ ▪▪▪▪ ▪▪▪ ▪▪▪▪▪ ▪▪▪ ▪▪▪▪ ▪▪ ▪▪▪▪▪ ▪▪▪ ▪▪▪▪ ▪▪▪ ▪▪▪▪▪ ▪▪ ▪▪▪▪ ▪▪▪ ▪▪▪▪▪ ▪▪▪ ▪▪ ▪▪▪▪ ▪▪▪▪▪ ▪▪▪ ▪▪▪▪ ▪▪▪ ▪▪▪▪▪ ▪▪ ▪▪▪▪ ▪▪▪ ▪▪▪▪▪ ▪▪ ▪▪▪▪ ▪▪▪ ▪▪▪▪▪ ▪▪▪ ▪▪▪▪ ▪▪ ▪▪▪▪▪ ▪▪▪ ▪▪▪▪ ▪▪▪ ▪▪▪▪▪ ▪▪ ▪▪▪▪ ▪▪▪ ▪▪▪▪▪ ▪▪▪ ▪▪ ▪▪▪▪ ▪▪▪▪▪ ▪▪▪ ▪▪▪▪ ▪▪▪ ▪▪▪▪▪ ▪▪ ▪▪▪▪ ▪▪▪▪ ▪▪▪▪▪ ▪▪▪ ▪▪▪▪ ▪▪ ▪▪▪▪▪ ▪▪▪ ▪▪▪▪ ▪▪▪ ▪▪▪▪▪ ▪▪ ▪▪▪▪ ▪▪▪ ▪▪▪▪▪ ▪▪▪ ▪▪ ▪▪▪▪ ▪▪▪▪▪ ▪▪▪ ▪▪▪▪ ▪▪▪ ▪▪▪▪▪ ▪▪ ▪▪▪▪ ▪▪▪ ▪▪▪▪▪ ▪▪ ▪▪▪▪ ▪▪▪ ▪▪▪▪▪ ▪▪▪ ▪▪▪▪ ▪▪ ▪▪▪▪▪ ▪▪▪ ▪▪▪▪ ▪▪▪ ▪▪▪▪▪ ▪▪ ▪▪▪▪ ▪▪▪ ▪▪▪▪▪ ▪▪▪ ▪▪ ▪▪▪▪ ▪▪▪▪▪ ▪▪▪ ▪▪▪▪ ▪▪▪ ▪▪▪▪▪ ▪▪ ▪▪▪▪ (264, 40, 326, 169)
left-sidebar (0, 0, 81, 640)
section-label: 健康资讯 (4, 222, 38, 232)
article-body: ▪▪▪▪ ▪▪▪▪▪ ▪▪▪ ▪▪▪▪ ▪▪ ▪▪▪▪▪ ▪▪▪ ▪▪▪▪ ▪▪▪ ▪▪▪▪▪ ▪▪ ▪▪▪▪ ▪▪▪ ▪▪▪▪▪ ▪▪▪ ▪▪ ▪▪▪▪ ▪▪▪▪▪ ▪▪▪ ▪▪▪▪ ▪▪▪ ▪▪▪▪▪ ▪▪ ▪▪▪▪ ▪▪▪ ▪▪▪▪▪ ▪▪ ▪▪▪▪ ▪▪▪ ▪▪▪▪▪ ▪▪▪ ▪▪▪▪ ▪▪ ▪▪▪▪▪ ▪▪▪ ▪▪▪▪ ▪▪▪ ▪▪▪▪▪ ▪▪ ▪▪▪▪ ▪▪▪ ▪▪▪▪▪ ▪▪▪ ▪▪ ▪▪▪▪ ▪▪▪▪▪ ▪▪▪ ▪▪▪▪ ▪▪▪ ▪▪▪▪▪ ▪▪ ▪▪▪▪ ▪▪▪ ▪▪▪▪▪ ▪▪ ▪▪▪▪ ▪▪▪ ▪▪▪▪▪ ▪▪▪ ▪▪▪▪ ▪▪ ▪▪▪▪▪ ▪▪▪ ▪▪▪▪ ▪▪▪ ▪▪▪▪▪ ▪▪ ▪▪▪▪ ▪▪▪ ▪▪▪▪▪ ▪▪▪ ▪▪ ▪▪▪▪ ▪▪▪▪▪ ▪▪▪ ▪▪▪▪ ▪▪▪ ▪▪▪▪▪ ▪▪ ▪▪▪▪ ▪▪▪ ▪▪▪▪▪ ▪▪ ▪▪▪▪ ▪▪▪ ▪▪▪▪▪ ▪▪▪ ▪▪▪▪ ▪▪ ▪▪▪▪▪ ▪▪▪ ▪▪▪▪ ▪▪▪ ▪▪▪▪▪ ▪▪ ▪▪▪▪ (88, 420, 204, 466)
sidebar-article-3-headline: 青少年自然风 提防着金融功 (6, 516, 48, 535)
article-body: ▪▪▪▪ ▪▪▪▪▪ ▪▪▪ ▪▪▪▪ ▪▪ ▪▪▪▪▪ ▪▪▪ ▪▪▪▪ ▪▪▪ ▪▪▪▪▪ ▪▪ ▪▪▪▪ ▪▪▪ ▪▪▪▪▪ ▪▪▪ ▪▪ ▪▪▪▪ ▪▪▪▪▪ ▪▪▪ ▪▪▪▪ ▪▪▪ ▪▪▪▪▪ ▪▪ ▪▪▪▪ ▪▪▪ ▪▪▪▪▪ ▪▪ ▪▪▪▪ ▪▪▪ ▪▪▪▪▪ ▪▪▪ ▪▪▪▪ ▪▪ ▪▪▪▪▪ ▪▪▪ ▪▪▪▪ ▪▪▪ ▪▪▪▪▪ ▪▪ ▪▪▪▪ ▪▪▪ ▪▪▪▪▪ ▪▪▪ ▪▪ ▪▪▪▪ ▪▪▪▪▪ ▪▪▪ ▪▪▪▪ ▪▪▪ ▪▪▪▪▪ ▪▪ ▪▪▪▪ ▪▪▪ ▪▪▪▪▪ ▪▪ ▪▪▪▪ ▪▪▪ ▪▪▪▪▪ ▪▪▪ ▪▪▪▪ ▪▪ ▪▪▪▪▪ ▪▪▪ ▪▪▪▪ ▪▪▪ ▪▪▪▪▪ ▪▪ ▪▪▪▪ ▪▪▪ ▪▪▪▪▪ ▪▪▪ ▪▪ ▪▪▪▪ ▪▪▪▪▪ ▪▪▪ ▪▪▪▪ ▪▪▪ ▪▪▪▪▪ ▪▪ ▪▪▪▪ ▪▪▪ ▪▪▪▪▪ ▪▪ ▪▪▪▪ ▪▪▪ ▪▪▪▪▪ ▪▪▪ ▪▪▪▪ ▪▪ ▪▪▪▪▪ ▪▪▪ ▪▪▪▪ ▪▪▪ ▪▪▪▪▪ ▪▪ ▪▪▪▪ ▪▪▪ ▪▪▪▪▪ ▪▪▪ ▪▪ ▪▪▪▪ ▪▪▪▪▪ ▪▪▪ ▪▪▪▪ ▪▪▪ ▪▪▪▪▪ ▪▪ ▪▪▪▪ ▪▪▪▪ ▪▪▪▪▪ ▪▪▪ ▪▪▪▪ ▪▪ ▪▪▪▪▪ ▪▪▪ ▪▪▪▪ ▪▪▪ ▪▪▪▪▪ ▪▪ ▪▪▪▪ ▪▪▪ ▪▪▪▪▪ ▪▪▪ ▪▪ ▪▪▪▪ ▪▪▪▪▪ ▪▪▪ ▪▪▪▪ ▪▪▪ ▪▪▪▪▪ ▪▪ ▪▪▪▪ ▪▪▪ ▪▪▪▪▪ ▪▪ ▪▪▪▪ (332, 248, 390, 367)
credits-text: ▪▪▪▪ ▪▪▪ ▪▪▪▪ ▪▪▪ ▪▪ ▪▪▪▪ ▪▪▪ ▪▪▪▪ ▪▪ ▪▪▪ ▪▪▪▪ ▪▪▪ (6, 196, 76, 206)
masthead: 参考信息报 (6, 8, 56, 19)
article-body: ▪▪▪▪ ▪▪▪▪▪ ▪▪▪ ▪▪▪▪ ▪▪ ▪▪▪▪▪ ▪▪▪ ▪▪▪▪ ▪▪▪ ▪▪▪▪▪ ▪▪ ▪▪▪▪ ▪▪▪ ▪▪▪▪▪ ▪▪▪ ▪▪ ▪▪▪▪ ▪▪▪▪▪ ▪▪▪ ▪▪▪▪ ▪▪▪ ▪▪▪▪▪ ▪▪ ▪▪▪▪ ▪▪▪ ▪▪▪▪▪ ▪▪ ▪▪▪▪ ▪▪▪ ▪▪▪▪▪ ▪▪▪ ▪▪▪▪ ▪▪ ▪▪▪▪▪ ▪▪▪ ▪▪▪▪ ▪▪▪ ▪▪▪▪▪ ▪▪ ▪▪▪▪ ▪▪▪ ▪▪▪▪▪ ▪▪▪ ▪▪ ▪▪▪▪ ▪▪▪▪▪ ▪▪▪ ▪▪▪▪ ▪▪▪ ▪▪▪▪▪ ▪▪ ▪▪▪▪ ▪▪▪ ▪▪▪▪▪ ▪▪ ▪▪▪▪ ▪▪▪ ▪▪▪▪▪ ▪▪▪ ▪▪▪▪ ▪▪ ▪▪▪▪▪ ▪▪▪ ▪▪▪▪ ▪▪▪ ▪▪▪▪▪ ▪▪ ▪▪▪▪ ▪▪▪ ▪▪▪▪▪ ▪▪▪ ▪▪ ▪▪▪▪ ▪▪▪▪▪ ▪▪▪ ▪▪▪▪ ▪▪▪ ▪▪▪▪▪ ▪▪ ▪▪▪▪ ▪▪▪ ▪▪▪▪▪ ▪▪ ▪▪▪▪ ▪▪▪ ▪▪▪▪▪ ▪▪▪ ▪▪▪▪ ▪▪ ▪▪▪▪▪ ▪▪▪ ▪▪▪▪ ▪▪▪ ▪▪▪▪▪ ▪▪ ▪▪▪▪ ▪▪▪ ▪▪▪▪▪ ▪▪▪ ▪▪ ▪▪▪▪ ▪▪▪▪▪ ▪▪▪ ▪▪▪▪ ▪▪▪ ▪▪▪▪▪ ▪▪ ▪▪▪▪ (6, 404, 76, 481)
issue-date (8, 142, 53, 160)
